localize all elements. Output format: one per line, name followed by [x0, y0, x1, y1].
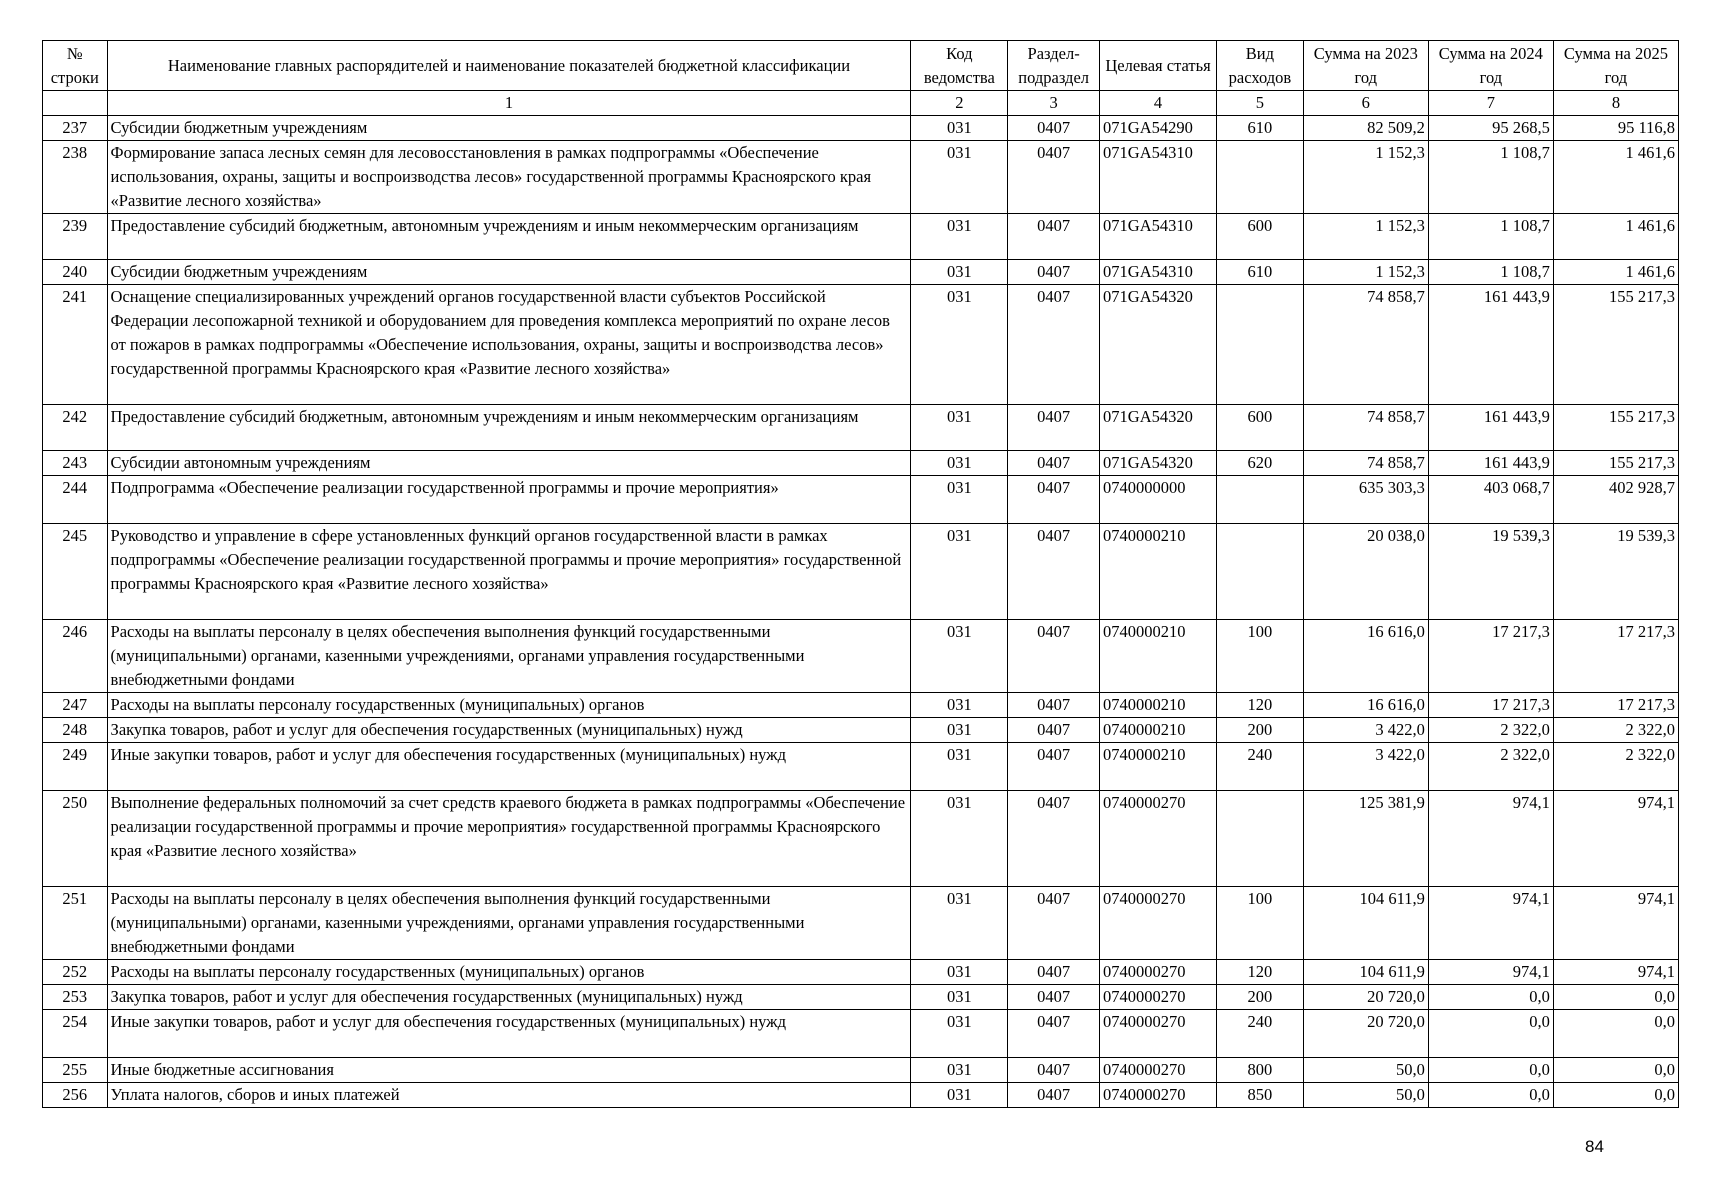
table-row [43, 1083, 1679, 1108]
expense-type [1217, 476, 1304, 524]
row-name: Руководство и управление в сфере установленных функций органов государственной власти в рамках подпрограммы «Обеспечение реализации государственной программы и прочие мероприятия» государственной программы Красноярского края «Развитие лесного хозяйства» [107, 524, 911, 620]
header-row [43, 41, 1679, 91]
row-name: Субсидии автономным учреждениям [107, 451, 911, 476]
header-sum-2024: Сумма на 2024 год [1428, 41, 1553, 91]
target-article: 0740000210 [1100, 743, 1217, 791]
expense-type: 620 [1217, 451, 1304, 476]
sum-2023: 16 616,0 [1303, 620, 1428, 693]
sum-2023: 16 616,0 [1303, 693, 1428, 718]
row-number: 237 [43, 116, 108, 141]
table-row [43, 743, 1679, 791]
row-name: Расходы на выплаты персоналу государственных (муниципальных) органов [107, 693, 911, 718]
target-article: 071GA54310 [1100, 141, 1217, 214]
department-code: 031 [911, 260, 1008, 285]
row-number: 247 [43, 693, 108, 718]
sum-2023: 50,0 [1303, 1083, 1428, 1108]
expense-type: 850 [1217, 1083, 1304, 1108]
row-name: Закупка товаров, работ и услуг для обеспечения государственных (муниципальных) нужд [107, 985, 911, 1010]
table-row [43, 960, 1679, 985]
sum-2024: 161 443,9 [1428, 285, 1553, 405]
expense-type: 600 [1217, 405, 1304, 451]
table-row [43, 791, 1679, 887]
row-number: 241 [43, 285, 108, 405]
row-name: Расходы на выплаты персоналу государственных (муниципальных) органов [107, 960, 911, 985]
sum-2025: 2 322,0 [1553, 718, 1678, 743]
department-code: 031 [911, 405, 1008, 451]
header-sum-2025: Сумма на 2025 год [1553, 41, 1678, 91]
row-name: Субсидии бюджетным учреждениям [107, 116, 911, 141]
department-code: 031 [911, 524, 1008, 620]
department-code: 031 [911, 141, 1008, 214]
expense-type: 600 [1217, 214, 1304, 260]
column-number: 2 [911, 91, 1008, 116]
section-code: 0407 [1008, 718, 1100, 743]
sum-2024: 17 217,3 [1428, 693, 1553, 718]
sum-2023: 635 303,3 [1303, 476, 1428, 524]
sum-2024: 2 322,0 [1428, 743, 1553, 791]
target-article: 071GA54320 [1100, 285, 1217, 405]
table-row [43, 693, 1679, 718]
section-code: 0407 [1008, 743, 1100, 791]
sum-2025: 0,0 [1553, 1010, 1678, 1058]
table-row [43, 524, 1679, 620]
expense-type: 800 [1217, 1058, 1304, 1083]
sum-2024: 1 108,7 [1428, 260, 1553, 285]
sum-2023: 3 422,0 [1303, 718, 1428, 743]
expense-type [1217, 524, 1304, 620]
target-article: 0740000210 [1100, 693, 1217, 718]
target-article: 0740000270 [1100, 1010, 1217, 1058]
row-name: Предоставление субсидий бюджетным, автономным учреждениям и иным некоммерческим организациям [107, 214, 911, 260]
header-type: Вид расходов [1217, 41, 1304, 91]
target-article: 0740000270 [1100, 1058, 1217, 1083]
sum-2023: 104 611,9 [1303, 887, 1428, 960]
table-row [43, 1010, 1679, 1058]
sum-2024: 19 539,3 [1428, 524, 1553, 620]
sum-2024: 17 217,3 [1428, 620, 1553, 693]
table-row [43, 141, 1679, 214]
table-row [43, 214, 1679, 260]
section-code: 0407 [1008, 141, 1100, 214]
row-number: 256 [43, 1083, 108, 1108]
sum-2024: 0,0 [1428, 985, 1553, 1010]
header-name: Наименование главных распорядителей и наименование показателей бюджетной классификации [107, 41, 911, 91]
sum-2025: 402 928,7 [1553, 476, 1678, 524]
header-section: Раздел-подраздел [1008, 41, 1100, 91]
table-row [43, 718, 1679, 743]
expense-type: 200 [1217, 718, 1304, 743]
sum-2023: 1 152,3 [1303, 260, 1428, 285]
section-code: 0407 [1008, 116, 1100, 141]
table-row [43, 405, 1679, 451]
target-article: 071GA54310 [1100, 260, 1217, 285]
sum-2023: 20 038,0 [1303, 524, 1428, 620]
sum-2024: 1 108,7 [1428, 141, 1553, 214]
department-code: 031 [911, 1010, 1008, 1058]
column-number: 8 [1553, 91, 1678, 116]
sum-2025: 1 461,6 [1553, 141, 1678, 214]
section-code: 0407 [1008, 887, 1100, 960]
row-number: 239 [43, 214, 108, 260]
table-row [43, 285, 1679, 405]
sum-2024: 974,1 [1428, 887, 1553, 960]
section-code: 0407 [1008, 791, 1100, 887]
sum-2023: 1 152,3 [1303, 214, 1428, 260]
sum-2025: 17 217,3 [1553, 620, 1678, 693]
sum-2023: 82 509,2 [1303, 116, 1428, 141]
table-row [43, 620, 1679, 693]
sum-2025: 17 217,3 [1553, 693, 1678, 718]
sum-2023: 50,0 [1303, 1058, 1428, 1083]
header-row-no: № строки [43, 41, 108, 91]
row-name: Подпрограмма «Обеспечение реализации государственной программы и прочие мероприятия» [107, 476, 911, 524]
expense-type: 240 [1217, 743, 1304, 791]
section-code: 0407 [1008, 524, 1100, 620]
department-code: 031 [911, 285, 1008, 405]
sum-2025: 974,1 [1553, 960, 1678, 985]
row-name: Расходы на выплаты персоналу в целях обеспечения выполнения функций государственными (муниципальными) органами, казенными учреждениями, органами управления государственными внебюджетными фондами [107, 620, 911, 693]
sum-2024: 161 443,9 [1428, 405, 1553, 451]
section-code: 0407 [1008, 260, 1100, 285]
sum-2024: 2 322,0 [1428, 718, 1553, 743]
row-number: 246 [43, 620, 108, 693]
row-name: Закупка товаров, работ и услуг для обеспечения государственных (муниципальных) нужд [107, 718, 911, 743]
row-number: 242 [43, 405, 108, 451]
section-code: 0407 [1008, 620, 1100, 693]
row-number: 252 [43, 960, 108, 985]
target-article: 0740000210 [1100, 524, 1217, 620]
expense-type: 100 [1217, 887, 1304, 960]
sum-2024: 974,1 [1428, 960, 1553, 985]
sum-2025: 19 539,3 [1553, 524, 1678, 620]
department-code: 031 [911, 214, 1008, 260]
row-number: 251 [43, 887, 108, 960]
sum-2023: 20 720,0 [1303, 985, 1428, 1010]
target-article: 0740000270 [1100, 791, 1217, 887]
expense-type: 200 [1217, 985, 1304, 1010]
row-number: 240 [43, 260, 108, 285]
department-code: 031 [911, 960, 1008, 985]
row-number: 253 [43, 985, 108, 1010]
department-code: 031 [911, 1058, 1008, 1083]
sum-2024: 1 108,7 [1428, 214, 1553, 260]
table-body [43, 116, 1679, 1108]
sum-2024: 974,1 [1428, 791, 1553, 887]
sum-2023: 1 152,3 [1303, 141, 1428, 214]
header-code: Код ведомства [911, 41, 1008, 91]
sum-2024: 0,0 [1428, 1010, 1553, 1058]
target-article: 0740000270 [1100, 1083, 1217, 1108]
section-code: 0407 [1008, 960, 1100, 985]
department-code: 031 [911, 985, 1008, 1010]
sum-2025: 155 217,3 [1553, 451, 1678, 476]
target-article: 071GA54320 [1100, 405, 1217, 451]
row-number: 244 [43, 476, 108, 524]
row-name: Расходы на выплаты персоналу в целях обеспечения выполнения функций государственными (муниципальными) органами, казенными учреждениями, органами управления государственными внебюджетными фондами [107, 887, 911, 960]
row-number: 245 [43, 524, 108, 620]
section-code: 0407 [1008, 1058, 1100, 1083]
section-code: 0407 [1008, 285, 1100, 405]
row-name: Иные бюджетные ассигнования [107, 1058, 911, 1083]
target-article: 0740000270 [1100, 887, 1217, 960]
section-code: 0407 [1008, 1083, 1100, 1108]
sum-2025: 155 217,3 [1553, 285, 1678, 405]
expense-type: 240 [1217, 1010, 1304, 1058]
row-name: Формирование запаса лесных семян для лесовосстановления в рамках подпрограммы «Обеспечение использования, охраны, защиты и воспроизводства лесов» государственной программы Красноярского края «Развитие лесного хозяйства» [107, 141, 911, 214]
department-code: 031 [911, 791, 1008, 887]
row-number: 249 [43, 743, 108, 791]
column-number: 3 [1008, 91, 1100, 116]
sum-2023: 104 611,9 [1303, 960, 1428, 985]
table-row [43, 985, 1679, 1010]
department-code: 031 [911, 476, 1008, 524]
expense-type: 120 [1217, 693, 1304, 718]
row-name: Оснащение специализированных учреждений органов государственной власти субъектов Российской Федерации лесопожарной техникой и оборудованием для проведения комплекса мероприятий по охране лесов от пожаров в рамках подпрограммы «Обеспечение использования, охраны, защиты и воспроизводства лесов» государственной программы Красноярского края «Развитие лесного хозяйства» [107, 285, 911, 405]
department-code: 031 [911, 693, 1008, 718]
sum-2023: 3 422,0 [1303, 743, 1428, 791]
target-article: 071GA54320 [1100, 451, 1217, 476]
page-number: 84 [1585, 1137, 1604, 1156]
row-number: 243 [43, 451, 108, 476]
sum-2025: 0,0 [1553, 1083, 1678, 1108]
row-number: 248 [43, 718, 108, 743]
expense-type: 610 [1217, 116, 1304, 141]
expense-type: 100 [1217, 620, 1304, 693]
department-code: 031 [911, 887, 1008, 960]
row-name: Иные закупки товаров, работ и услуг для обеспечения государственных (муниципальных) нужд [107, 1010, 911, 1058]
row-number: 255 [43, 1058, 108, 1083]
column-number: 6 [1303, 91, 1428, 116]
target-article: 0740000210 [1100, 718, 1217, 743]
column-number: 7 [1428, 91, 1553, 116]
section-code: 0407 [1008, 985, 1100, 1010]
sum-2023: 125 381,9 [1303, 791, 1428, 887]
target-article: 071GA54290 [1100, 116, 1217, 141]
table-row [43, 1058, 1679, 1083]
sum-2023: 74 858,7 [1303, 285, 1428, 405]
sum-2025: 974,1 [1553, 791, 1678, 887]
section-code: 0407 [1008, 1010, 1100, 1058]
target-article: 0740000000 [1100, 476, 1217, 524]
target-article: 0740000270 [1100, 960, 1217, 985]
expense-type [1217, 141, 1304, 214]
budget-table [42, 40, 1679, 1108]
header-target: Целевая статья [1100, 41, 1217, 91]
sum-2023: 74 858,7 [1303, 405, 1428, 451]
department-code: 031 [911, 451, 1008, 476]
sum-2025: 95 116,8 [1553, 116, 1678, 141]
expense-type [1217, 791, 1304, 887]
sum-2024: 95 268,5 [1428, 116, 1553, 141]
sum-2025: 1 461,6 [1553, 214, 1678, 260]
sum-2025: 1 461,6 [1553, 260, 1678, 285]
row-name: Субсидии бюджетным учреждениям [107, 260, 911, 285]
table-row [43, 116, 1679, 141]
department-code: 031 [911, 1083, 1008, 1108]
section-code: 0407 [1008, 405, 1100, 451]
target-article: 071GA54310 [1100, 214, 1217, 260]
column-number-row [43, 91, 1679, 116]
section-code: 0407 [1008, 476, 1100, 524]
section-code: 0407 [1008, 451, 1100, 476]
table-row [43, 476, 1679, 524]
expense-type [1217, 285, 1304, 405]
sum-2024: 0,0 [1428, 1058, 1553, 1083]
target-article: 0740000270 [1100, 985, 1217, 1010]
row-number: 254 [43, 1010, 108, 1058]
expense-type: 610 [1217, 260, 1304, 285]
column-number [43, 91, 108, 116]
row-number: 238 [43, 141, 108, 214]
department-code: 031 [911, 620, 1008, 693]
column-number: 4 [1100, 91, 1217, 116]
sum-2025: 0,0 [1553, 985, 1678, 1010]
sum-2025: 0,0 [1553, 1058, 1678, 1083]
row-name: Предоставление субсидий бюджетным, автономным учреждениям и иным некоммерческим организациям [107, 405, 911, 451]
row-number: 250 [43, 791, 108, 887]
sum-2025: 155 217,3 [1553, 405, 1678, 451]
sum-2023: 20 720,0 [1303, 1010, 1428, 1058]
sum-2025: 974,1 [1553, 887, 1678, 960]
section-code: 0407 [1008, 214, 1100, 260]
row-name: Иные закупки товаров, работ и услуг для обеспечения государственных (муниципальных) нужд [107, 743, 911, 791]
sum-2025: 2 322,0 [1553, 743, 1678, 791]
department-code: 031 [911, 718, 1008, 743]
sum-2024: 403 068,7 [1428, 476, 1553, 524]
department-code: 031 [911, 743, 1008, 791]
table-row [43, 887, 1679, 960]
target-article: 0740000210 [1100, 620, 1217, 693]
header-sum-2023: Сумма на 2023 год [1303, 41, 1428, 91]
section-code: 0407 [1008, 693, 1100, 718]
table-row [43, 260, 1679, 285]
sum-2024: 0,0 [1428, 1083, 1553, 1108]
row-name: Уплата налогов, сборов и иных платежей [107, 1083, 911, 1108]
row-name: Выполнение федеральных полномочий за счет средств краевого бюджета в рамках подпрограммы «Обеспечение реализации государственной программы и прочие мероприятия» государственной программы Красноярского края «Развитие лесного хозяйства» [107, 791, 911, 887]
column-number: 5 [1217, 91, 1304, 116]
department-code: 031 [911, 116, 1008, 141]
expense-type: 120 [1217, 960, 1304, 985]
table-row [43, 451, 1679, 476]
sum-2023: 74 858,7 [1303, 451, 1428, 476]
column-number: 1 [107, 91, 911, 116]
sum-2024: 161 443,9 [1428, 451, 1553, 476]
